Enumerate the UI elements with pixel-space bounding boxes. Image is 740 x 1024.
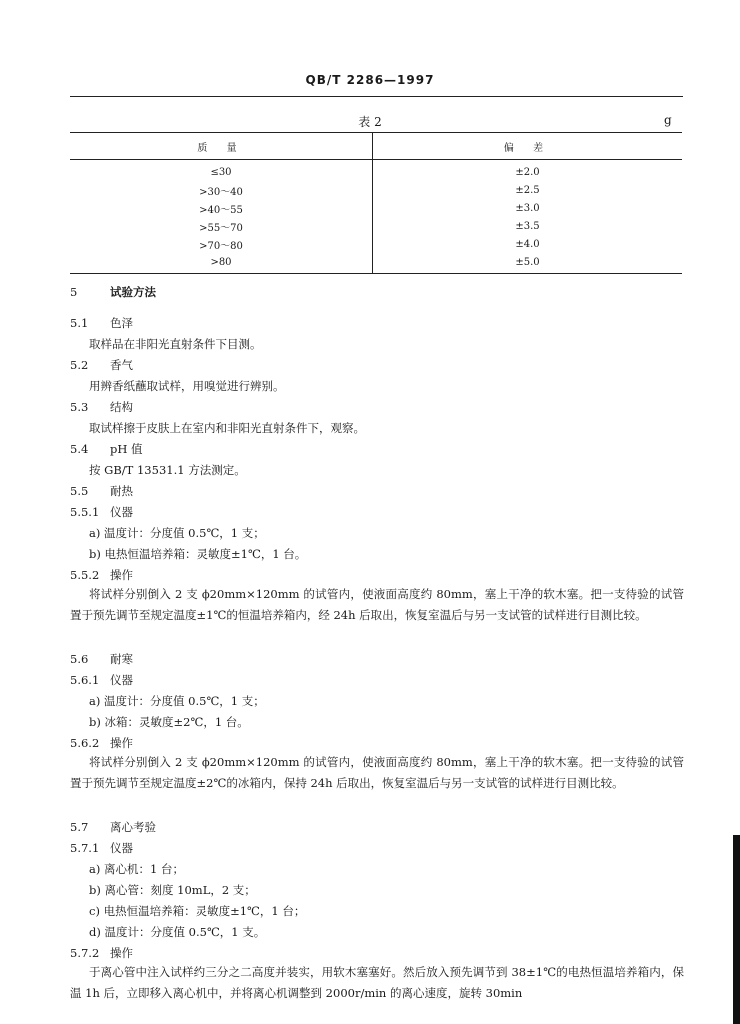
section-number: 5.5.1 <box>70 505 100 519</box>
section-5-6-2-text: 将试样分别倒入 2 支 ϕ20mm×120mm 的试管内，使液面高度约 80mm，塞上干净的软木塞。把一支待验的试管置于预先调节至规定温度±2℃的冰箱内，保持 24h 后取出，恢复室温后与另一支试管的试样进行目测比较。 <box>70 755 684 790</box>
section-title: 仪器 <box>110 505 133 519</box>
section-title: 试验方法 <box>110 285 156 299</box>
scan-edge-bar <box>733 835 740 1024</box>
deviation-cell: ±3.0 <box>515 202 540 214</box>
section-5-5-1-heading <box>70 504 133 520</box>
col-header-deviation: 偏 差 <box>373 133 683 160</box>
section-title: 仪器 <box>110 673 133 687</box>
section-number: 5.6.1 <box>70 673 100 687</box>
section-5-4-text: 按 GB/T 13531.1 方法测定。 <box>89 463 246 477</box>
table-row <box>70 253 682 274</box>
section-number: 5.6.2 <box>70 736 100 750</box>
table-row <box>70 160 682 182</box>
section-5-7-1-heading <box>70 840 133 856</box>
table-row <box>70 235 682 253</box>
table-row <box>70 217 682 235</box>
section-title: pH 值 <box>110 442 143 456</box>
section-title: 结构 <box>110 400 133 414</box>
list-item-a: a) 温度计：分度值 0.5℃，1 支； <box>89 694 265 708</box>
mass-cell: >30～40 <box>70 181 373 199</box>
section-number: 5.7.1 <box>70 841 100 855</box>
section-title: 香气 <box>110 358 133 372</box>
section-title: 仪器 <box>110 841 133 855</box>
section-title: 操作 <box>110 568 133 582</box>
col-header-mass: 质 量 <box>70 133 373 160</box>
table-unit: g <box>664 113 672 127</box>
section-5-7-2-heading <box>70 945 133 961</box>
standard-code-header: QB/T 2286—1997 <box>305 73 435 87</box>
list-item-c: c) 电热恒温培养箱：灵敏度±1℃，1 台； <box>89 904 306 918</box>
section-5-1-heading <box>70 315 133 331</box>
section-5-4-heading <box>70 441 143 457</box>
section-number: 5.4 <box>70 442 89 456</box>
section-title: 耐热 <box>110 484 133 498</box>
deviation-cell: ±3.5 <box>515 220 540 232</box>
section-5-5-heading <box>70 483 133 499</box>
deviation-cell: ±2.5 <box>515 184 540 196</box>
list-item-a: a) 温度计：分度值 0.5℃，1 支； <box>89 526 265 540</box>
section-number: 5.5 <box>70 484 89 498</box>
mass-cell: >55～70 <box>70 217 373 235</box>
section-5-2-text: 用辨香纸蘸取试样，用嗅觉进行辨别。 <box>89 379 285 393</box>
section-5-2-heading <box>70 357 133 373</box>
section-title: 色泽 <box>110 316 133 330</box>
section-5-6-2-heading <box>70 735 133 751</box>
section-number: 5.2 <box>70 358 89 372</box>
section-5-6-1-heading <box>70 672 133 688</box>
section-number: 5.5.2 <box>70 568 100 582</box>
section-5-3-text: 取试样擦于皮肤上在室内和非阳光直射条件下，观察。 <box>89 421 365 435</box>
section-number: 5.3 <box>70 400 89 414</box>
section-number: 5.1 <box>70 316 89 330</box>
mass-cell: >40～55 <box>70 199 373 217</box>
section-number: 5 <box>70 285 78 299</box>
mass-cell: >70～80 <box>70 235 373 253</box>
mass-cell: ≤30 <box>70 160 373 182</box>
section-5-5-2-text: 将试样分别倒入 2 支 ϕ20mm×120mm 的试管内，使液面高度约 80mm，塞上干净的软木塞。把一支待验的试管置于预先调节至规定温度±1℃的恒温培养箱内，经 24h 后取出，恢复室温后与另一支试管的试样进行目测比较。 <box>70 587 684 622</box>
section-5-7-2-text: 于离心管中注入试样约三分之二高度并装实，用软木塞塞好。然后放入预先调节到 38±1℃的电热恒温培养箱内，保温 1h 后，立即移入离心机中，并将离心机调整到 2000r/min 的离心速度，旋转 30min <box>70 965 684 1000</box>
section-5-3-heading <box>70 399 133 415</box>
deviation-cell: ±5.0 <box>515 256 540 268</box>
mass-cell: >80 <box>70 253 373 274</box>
list-item-b: b) 电热恒温培养箱：灵敏度±1℃，1 台。 <box>89 547 307 561</box>
section-number: 5.6 <box>70 652 89 666</box>
section-number: 5.7.2 <box>70 946 100 960</box>
section-title: 耐寒 <box>110 652 133 666</box>
table-row <box>70 181 682 199</box>
deviation-cell: ±4.0 <box>515 238 540 250</box>
section-title: 离心考验 <box>110 820 156 834</box>
section-5-1-text: 取样品在非阳光直射条件下目测。 <box>89 337 262 351</box>
section-5-6-heading <box>70 651 133 667</box>
section-number: 5.7 <box>70 820 89 834</box>
section-5-7-heading <box>70 819 156 835</box>
section-title: 操作 <box>110 946 133 960</box>
list-item-b: b) 离心管：刻度 10mL，2 支； <box>89 883 256 897</box>
section-title: 操作 <box>110 736 133 750</box>
table-row <box>70 199 682 217</box>
list-item-d: d) 温度计：分度值 0.5℃，1 支。 <box>89 925 266 939</box>
section-5-heading <box>70 284 156 300</box>
table-caption: 表 2 <box>358 115 382 129</box>
header-rule <box>70 96 683 97</box>
list-item-b: b) 冰箱：灵敏度±2℃，1 台。 <box>89 715 249 729</box>
deviation-cell: ±2.0 <box>515 166 540 178</box>
section-5-5-2-heading <box>70 567 133 583</box>
mass-deviation-table <box>70 132 682 274</box>
list-item-a: a) 离心机：1 台； <box>89 862 184 876</box>
